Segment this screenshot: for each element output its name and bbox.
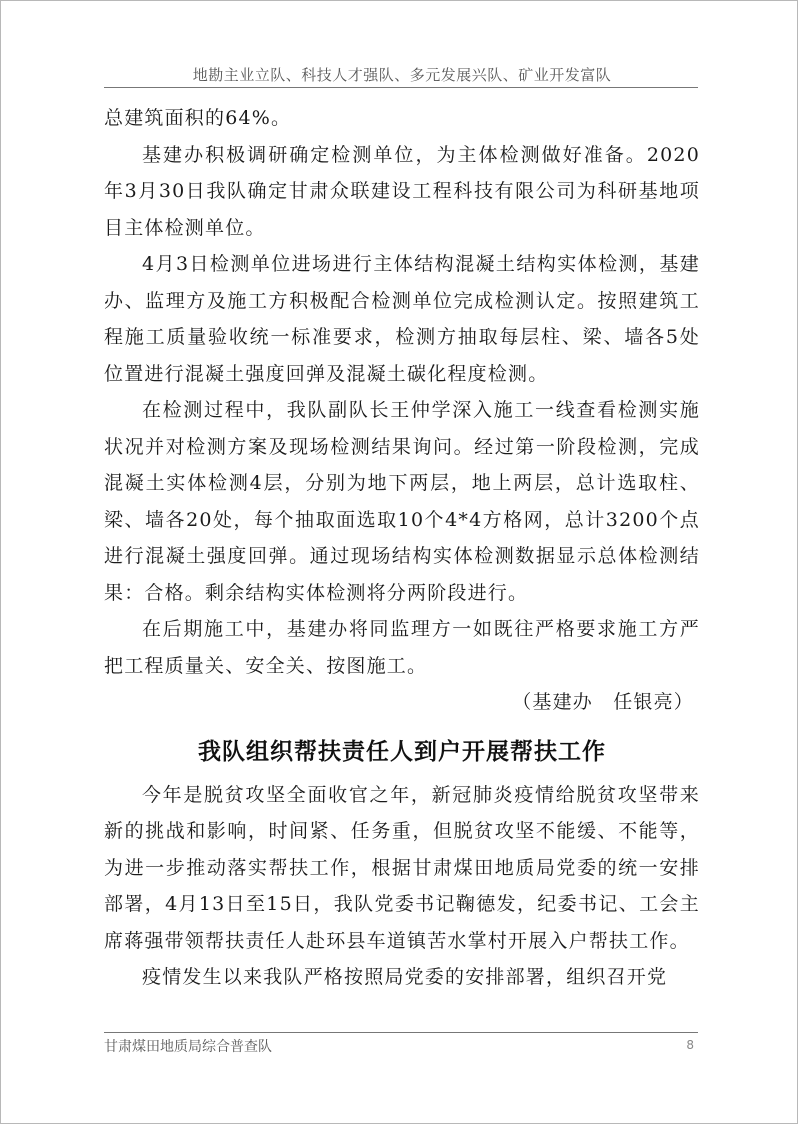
- page-content: [104, 100, 700, 996]
- article1-paragraph-2: 基建办积极调研确定检测单位，为主体检测做好准备。2020年3月30日我队确定甘肃众联建设工程科技有限公司为科研基地项目主体检测单位。: [104, 143, 700, 239]
- header-divider: [104, 87, 698, 88]
- article1-paragraph-3: 4月3日检测单位进场进行主体结构混凝土结构实体检测，基建办、监理方及施工方积极配合检测单位完成检测认定。按照建筑工程施工质量验收统一标准要求，检测方抽取每层柱、梁、墙各5处位置进行混凝土强度回弹及混凝土碳化程度检测。: [104, 253, 700, 385]
- article2-paragraph-2: 疫情发生以来我队严格按照局党委的安排部署，组织召开党: [142, 966, 668, 988]
- article2-title: 我队组织帮扶责任人到户开展帮扶工作: [198, 737, 606, 765]
- page-header-slogan: 地勘主业立队、科技人才强队、多元发展兴队、矿业开发富队: [192, 66, 612, 84]
- article1-paragraph-5: 在后期施工中，基建办将同监理方一如既往严格要求施工方严把工程质量关、安全关、按图施工。: [104, 618, 700, 677]
- article1-paragraph-4: 在检测过程中，我队副队长王仲学深入施工一线查看检测实施状况并对检测方案及现场检测结果询问。经过第一阶段检测，完成混凝土实体检测4层，分别为地下两层，地上两层，总计选取柱、梁、墙各20处，每个抽取面选取10个4*4方格网，总计3200个点进行混凝土强度回弹。通过现场结构实体检测数据显示总体检测结果：合格。剩余结构实体检测将分两阶段进行。: [104, 399, 700, 604]
- article1-signature: （基建办 任银亮）: [512, 691, 694, 713]
- article1-paragraph-1: 总建筑面积的64%。: [104, 107, 292, 129]
- footer-divider: [104, 1032, 698, 1033]
- footer-organization: 甘肃煤田地质局综合普查队: [104, 1039, 272, 1055]
- page-number: 8: [686, 1038, 694, 1052]
- article2-paragraph-1: 今年是脱贫攻坚全面收官之年，新冠肺炎疫情给脱贫攻坚带来新的挑战和影响，时间紧、任务重，但脱贫攻坚不能缓、不能等，为进一步推动落实帮扶工作，根据甘肃煤田地质局党委的统一安排部署，4月13日至15日，我队党委书记鞠德发，纪委书记、工会主席蒋强带领帮扶责任人赴环县车道镇苦水掌村开展入户帮扶工作。: [104, 783, 700, 952]
